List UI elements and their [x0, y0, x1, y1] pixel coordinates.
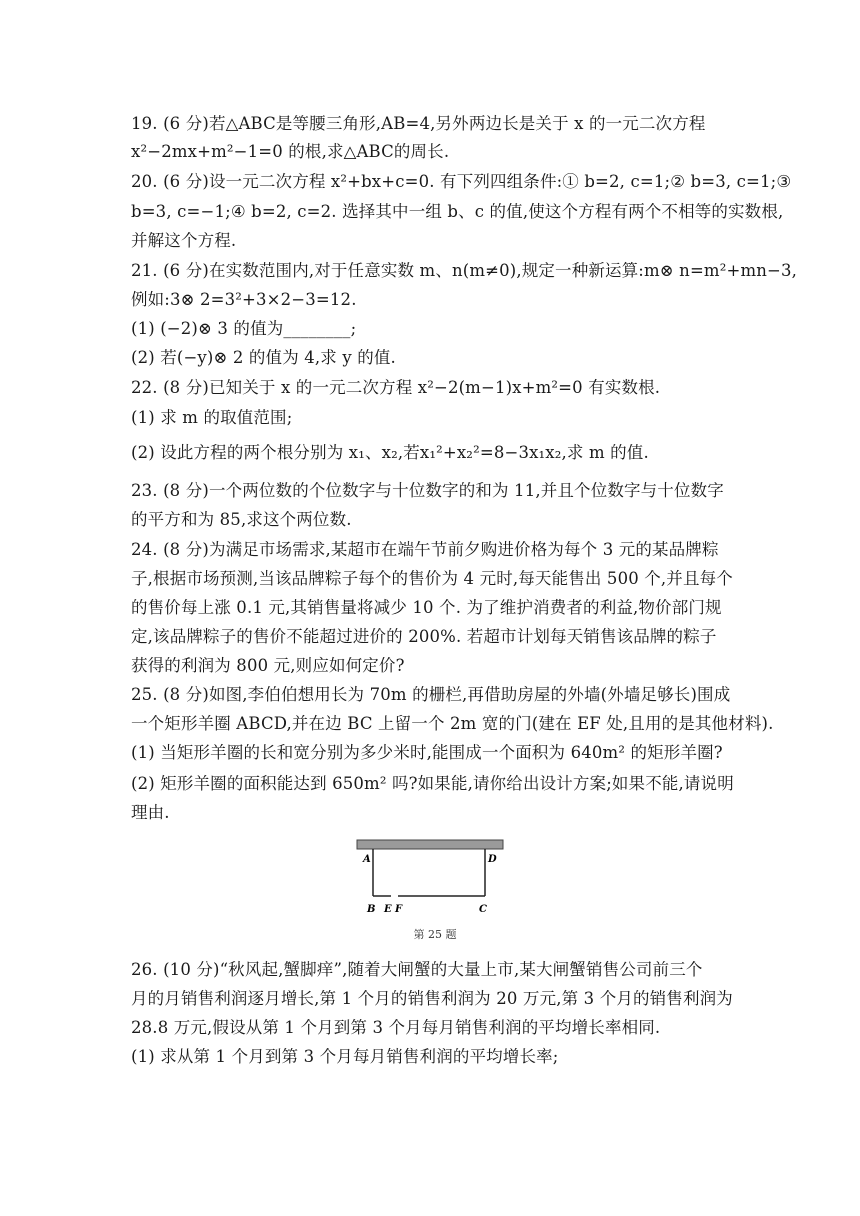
text-line-q20-l3: 并解这个方程. [131, 231, 237, 250]
label-b: B [367, 904, 376, 915]
text-line-q26-l2: 月的月销售利润逐月增长,第 1 个月的销售利润为 20 万元,第 3 个月的销售利润为 [131, 989, 733, 1008]
text-line-q25-p1: (1) 当矩形羊圈的长和宽分别为多少米时,能围成一个面积为 640m² 的矩形羊圈? [131, 743, 723, 762]
label-c: C [479, 904, 487, 915]
text-line-q25-l1: 25. (8 分)如图,李伯伯想用长为 70m 的栅栏,再借助房屋的外墙(外墙足够长)围成 [131, 685, 731, 704]
text-line-q24-l4: 定,该品牌粽子的售价不能超过进价的 200%. 若超市计划每天销售该品牌的粽子 [131, 627, 717, 646]
text-line-q24-l2: 子,根据市场预测,当该品牌粽子每个的售价为 4 元时,每天能售出 500 个,并且每个 [131, 569, 733, 588]
text-line-q26-l1: 26. (10 分)“秋风起,蟹脚痒”,随着大闸蟹的大量上市,某大闸蟹销售公司前三个 [131, 960, 703, 979]
text-line-q24-l1: 24. (8 分)为满足市场需求,某超市在端午节前夕购进价格为每个 3 元的某品牌粽 [131, 540, 719, 559]
text-line-q23-l2: 的平方和为 85,求这个两位数. [131, 510, 352, 529]
text-line-q21-l1: 21. (6 分)在实数范围内,对于任意实数 m、n(m≠0),规定一种新运算:m⊗ n=m²+mn−3, [131, 261, 798, 280]
text-line-q25-p3: 理由. [131, 803, 170, 822]
text-line-q24-l3: 的售价每上涨 0.1 元,其销售量将减少 10 个. 为了维护消费者的利益,物价部门规 [131, 598, 722, 617]
label-d: D [488, 854, 497, 865]
label-a: A [363, 854, 371, 865]
text-line-q20-l2: b=3, c=−1;④ b=2, c=2. 选择其中一组 b、c 的值,使这个方程有两个不相等的实数根, [131, 202, 784, 221]
text-line-q21-l2: 例如:3⊗ 2=3²+3×2−3=12. [131, 290, 357, 309]
text-line-q25-l2: 一个矩形羊圈 ABCD,并在边 BC 上留一个 2m 宽的门(建在 EF 处,且用的是其他材料). [131, 714, 774, 733]
text-line-q19-l1: 19. (6 分)若△ABC是等腰三角形,AB=4,另外两边长是关于 x 的一元二次方程 [131, 114, 706, 133]
sheep-pen-figure [355, 838, 505, 918]
label-f: F [395, 904, 403, 915]
text-line-q22-p1: (1) 求 m 的取值范围; [131, 408, 293, 427]
text-line-q25-p2: (2) 矩形羊圈的面积能达到 650m² 吗?如果能,请你给出设计方案;如果不能,请说明 [131, 774, 734, 793]
text-line-q26-p1: (1) 求从第 1 个月到第 3 个月每月销售利润的平均增长率; [131, 1047, 559, 1066]
label-e: E [384, 904, 392, 915]
text-line-q19-l2: x²−2mx+m²−1=0 的根,求△ABC的周长. [131, 142, 450, 161]
text-line-q21-p2: (2) 若(−y)⊗ 2 的值为 4,求 y 的值. [131, 348, 396, 367]
figure-caption: 第 25 题 [413, 928, 457, 941]
text-line-q26-l3: 28.8 万元,假设从第 1 个月到第 3 个月每月销售利润的平均增长率相同. [131, 1018, 661, 1037]
text-line-q24-l5: 获得的利润为 800 元,则应如何定价? [131, 656, 405, 675]
text-line-q22-p2: (2) 设此方程的两个根分别为 x₁、x₂,若x₁²+x₂²=8−3x₁x₂,求 m 的值. [131, 443, 649, 462]
house-wall [357, 840, 503, 849]
text-line-q21-p1: (1) (−2)⊗ 3 的值为________; [131, 319, 357, 338]
text-line-q22-l1: 22. (8 分)已知关于 x 的一元二次方程 x²−2(m−1)x+m²=0 有实数根. [131, 378, 661, 397]
text-line-q23-l1: 23. (8 分)一个两位数的个位数字与十位数字的和为 11,并且个位数字与十位数字 [131, 481, 724, 500]
text-line-q20-l1: 20. (6 分)设一元二次方程 x²+bx+c=0. 有下列四组条件:① b=2, c=1;② b=3, c=1;③ [131, 172, 792, 191]
